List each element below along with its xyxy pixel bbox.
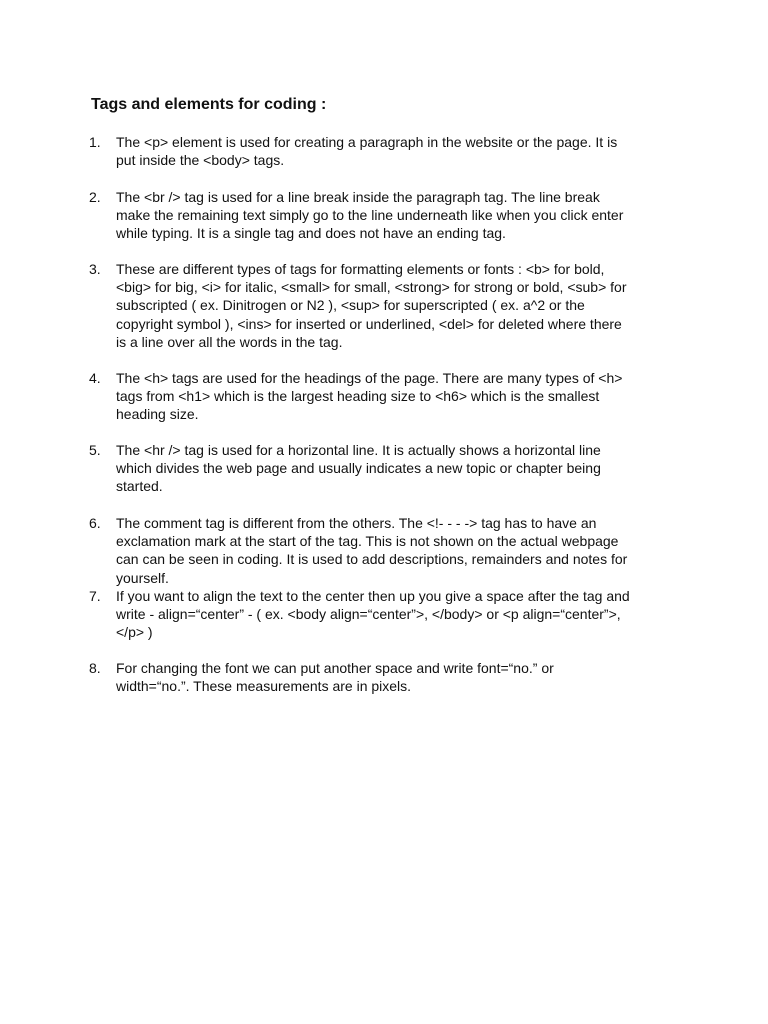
list-item-number: 8. <box>89 660 101 676</box>
list-item-text-line: If you want to align the text to the center then up you give a space after the tag and <box>116 588 630 604</box>
list-item-text-line: subscripted ( ex. Dinitrogen or N2 ), <sup> for superscripted ( ex. a^2 or the <box>116 297 585 314</box>
list-item-text-line: is a line over all the words in the tag. <box>116 333 343 350</box>
list-item-number: 1. <box>89 134 101 150</box>
document-title: Tags and elements for coding : <box>91 96 327 113</box>
list-item-text-line: The <br /> tag is used for a line break inside the paragraph tag. The line break <box>116 189 600 205</box>
list-item-text-line: started. <box>116 478 163 495</box>
list-item-text-line: exclamation mark at the start of the tag. This is not shown on the actual webpage <box>116 533 619 550</box>
list-item-text-line: yourself. <box>116 569 169 586</box>
list-item-text-line: make the remaining text simply go to the line underneath like when you click enter <box>116 207 624 224</box>
list-item-text-line: The <h> tags are used for the headings of the page. There are many types of <h> <box>116 370 623 386</box>
list-item-text-line: width=“no.”. These measurements are in pixels. <box>116 678 412 695</box>
list-item-number: 4. <box>89 370 101 386</box>
list-item-text-line: These are different types of tags for formatting elements or fonts : <b> for bold, <box>116 261 605 277</box>
list-item-text-line: The <hr /> tag is used for a horizontal line. It is actually shows a horizontal line <box>116 442 601 458</box>
list-item-text-line: while typing. It is a single tag and does not have an ending tag. <box>116 225 506 242</box>
list-item-number: 5. <box>89 442 101 458</box>
list-item-text-line: tags from <h1> which is the largest heading size to <h6> which is the smallest <box>116 388 600 405</box>
list-item-number: 7. <box>89 588 101 604</box>
list-item-number: 6. <box>89 515 101 531</box>
list-item-text-line: <big> for big, <i> for italic, <small> for small, <strong> for strong or bold, <sub> for <box>116 279 627 296</box>
list-item-text-line: write - align=“center” - ( ex. <body align=“center”>, </body> or <p align=“center”>, <box>116 606 621 623</box>
list-item-number: 3. <box>89 261 101 277</box>
list-item-text-line: heading size. <box>116 406 199 423</box>
list-item-text-line: For changing the font we can put another space and write font=“no.” or <box>116 660 554 676</box>
list-item-text-line: The comment tag is different from the others. The <!- - - -> tag has to have an <box>116 515 597 531</box>
list-item-text-line: The <p> element is used for creating a paragraph in the website or the page. It is <box>116 134 618 150</box>
list-item-number: 2. <box>89 189 101 205</box>
list-item-text-line: </p> ) <box>116 624 153 641</box>
list-item-text-line: which divides the web page and usually indicates a new topic or chapter being <box>116 460 601 477</box>
list-item-text-line: copyright symbol ), <ins> for inserted or underlined, <del> for deleted where there <box>116 315 622 332</box>
list-item-text-line: put inside the <body> tags. <box>116 152 285 169</box>
list-item-text-line: can can be seen in coding. It is used to add descriptions, remainders and notes for <box>116 551 628 568</box>
